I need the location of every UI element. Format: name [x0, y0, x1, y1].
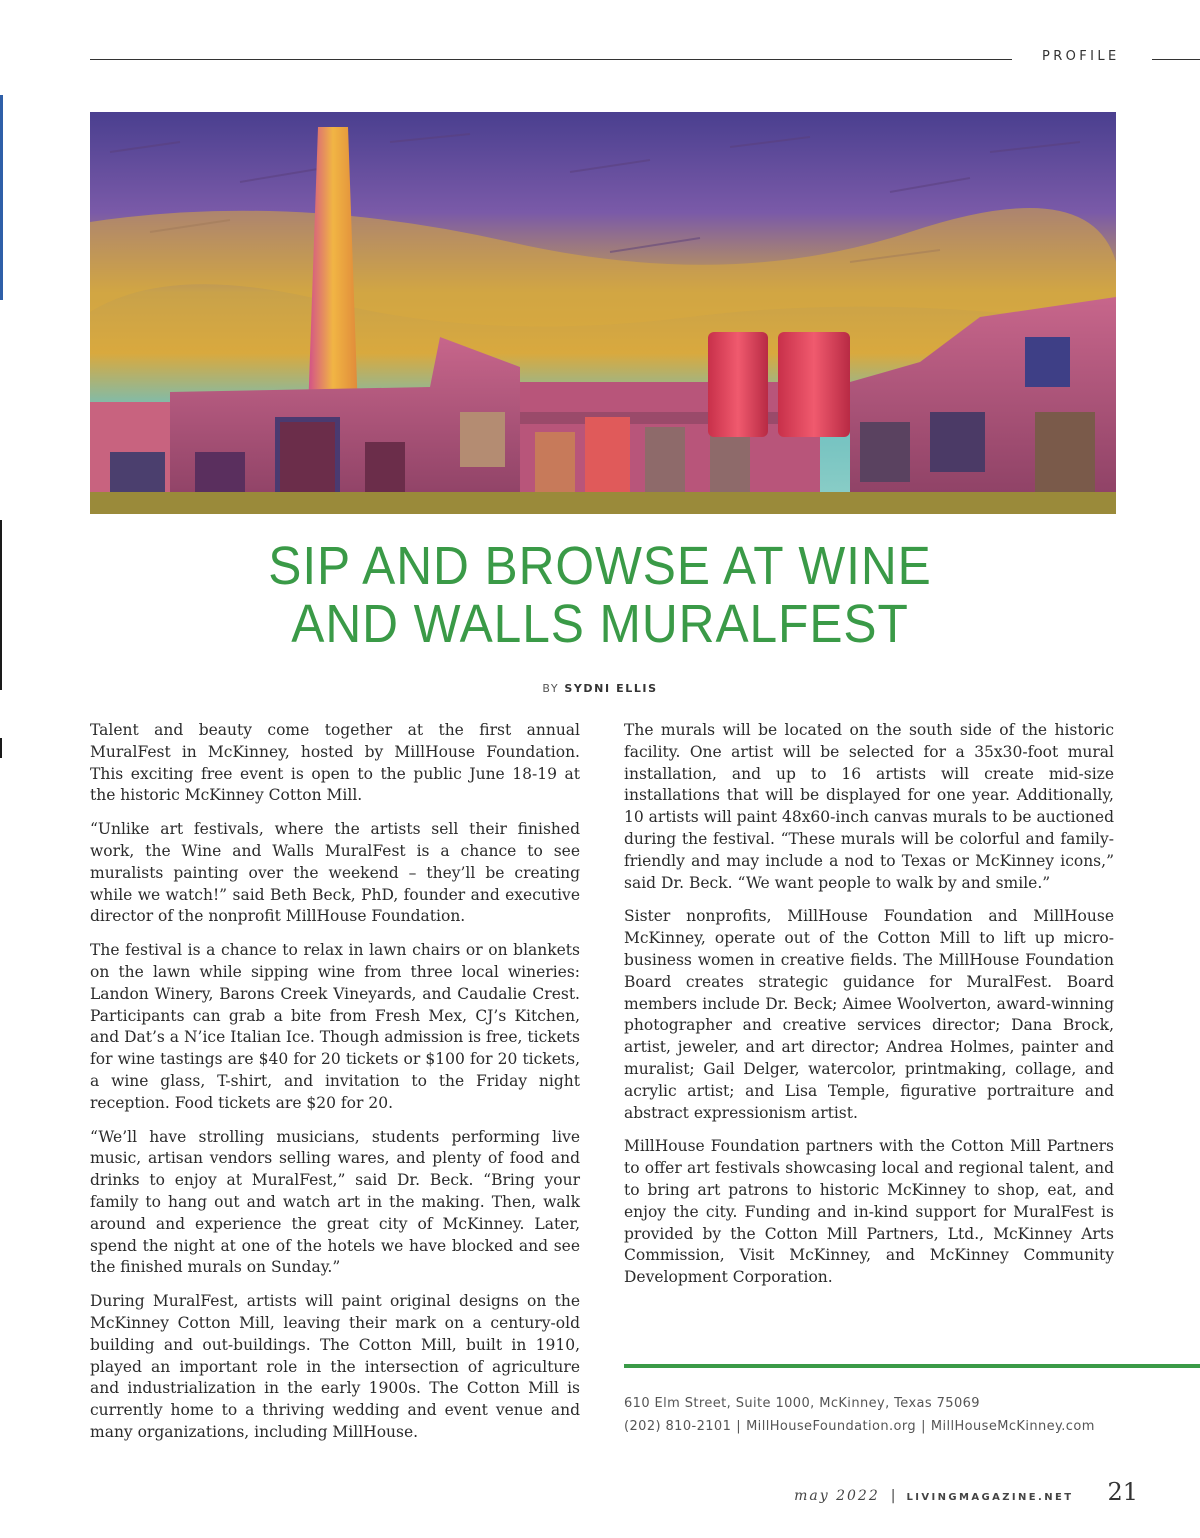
footer-separator: |: [890, 1488, 896, 1504]
contact-website-mckinney[interactable]: MillHouseMcKinney.com: [930, 1419, 1095, 1434]
contact-line: [624, 1419, 1095, 1434]
article-title-line2: AND WALLS MURALFEST: [291, 594, 909, 654]
article-column-right: [624, 720, 1114, 1301]
edge-mark-dark-2: [0, 738, 2, 758]
paragraph: “Unlike art festivals, where the artists sell their finished work, the Wine and Walls MuralFest is a chance to see muralists painting over the weekend – they’ll be creating while we watch!” said Beth Beck, PhD, founder and executive director of the nonprofit MillHouse Foundation.: [90, 820, 580, 926]
contact-rule: [624, 1364, 1200, 1368]
byline-prefix: BY: [542, 682, 560, 695]
header-rule-right: [1152, 59, 1200, 60]
page-footer: [794, 1478, 1138, 1506]
section-label: PROFILE: [1042, 49, 1120, 64]
magazine-website[interactable]: LIVINGMAGAZINE.NET: [906, 1492, 1074, 1503]
contact-address: 610 Elm Street, Suite 1000, McKinney, Texas 75069: [624, 1396, 980, 1411]
cotton-mill-painting: [90, 112, 1116, 514]
paragraph: The festival is a chance to relax in lawn chairs or on blankets on the lawn while sipping wine from three local wineries: Landon Winery, Barons Creek Vineyards, and Caudalie Crest. Participants can grab a bite from Fresh Mex, CJ’s Kitchen, and Dat’s a N’ice Italian Ice. Though admission is free, tickets for wine tastings are $40 for 20 tickets or $100 for 20 tickets, a wine glass, T-shirt, and invitation to the Friday night reception. Food tickets are $20 for 20.: [90, 941, 580, 1112]
edge-mark-blue: [0, 95, 3, 300]
article-title-line1: SIP AND BROWSE AT WINE: [268, 536, 932, 596]
edge-mark-dark: [0, 520, 2, 690]
paragraph: Talent and beauty come together at the first annual MuralFest in McKinney, hosted by MillHouse Foundation. This exciting free event is open to the public June 18-19 at the historic McKinney Cotton Mill.: [90, 721, 580, 805]
page-number: 21: [1107, 1478, 1138, 1506]
byline: [0, 682, 1200, 695]
contact-phone: (202) 810-2101: [624, 1419, 732, 1434]
paragraph: Sister nonprofits, MillHouse Foundation and MillHouse McKinney, operate out of the Cotton Mill to lift up micro-business women in creative fields. The MillHouse Foundation Board creates strategic guidance for MuralFest. Board members include Dr. Beck; Aimee Woolverton, award-winning photographer and creative services director; Dana Brock, artist, jeweler, and art director; Andrea Holmes, painter and muralist; Gail Delger, watercolor, printmaking, collage, and acrylic artist; and Lisa Temple, figurative portraiture and abstract expressionism artist.: [624, 907, 1114, 1122]
paragraph: “We’ll have strolling musicians, students performing live music, artisan vendors selling wares, and plenty of food and drinks to enjoy at MuralFest,” said Dr. Beck. “Bring your family to hang out and watch art in the making. Then, walk around and experience the great city of McKinney. Later, spend the night at one of the hotels we have blocked and see the finished murals on Sunday.”: [90, 1127, 580, 1277]
paragraph: The murals will be located on the south side of the historic facility. One artist will be selected for a 35x30-foot mural installation, and up to 16 artists will create mid-size installations that will be displayed for one year. Additionally, 10 artists will paint 48x60-inch canvas murals to be auctioned during the festival. “These murals will be colorful and family-friendly and may include a nod to Texas or McKinney icons,” said Dr. Beck. “We want people to walk by and smile.”: [624, 721, 1114, 892]
paragraph: During MuralFest, artists will paint original designs on the McKinney Cotton Mill, leaving their mark on a century-old building and out-buildings. The Cotton Mill, built in 1910, played an important role in the intersection of agriculture and industrialization in the early 1900s. The Cotton Mill is currently home to a thriving wedding and event venue and many organizations, including MillHouse.: [90, 1292, 580, 1441]
byline-author: SYDNI ELLIS: [564, 682, 658, 695]
issue-date: may 2022: [794, 1488, 880, 1504]
article-column-left: [90, 720, 580, 1456]
contact-separator: |: [736, 1419, 742, 1434]
contact-separator: |: [921, 1419, 926, 1434]
article-title: [140, 537, 1060, 653]
contact-website-foundation[interactable]: MillHouseFoundation.org: [746, 1419, 917, 1434]
header-rule-left: [90, 59, 1012, 60]
hero-image: [90, 112, 1116, 514]
paragraph: MillHouse Foundation partners with the Cotton Mill Partners to offer art festivals showcasing local and regional talent, and to bring art patrons to historic McKinney to shop, eat, and enjoy the city. Funding and in-kind support for MuralFest is provided by the Cotton Mill Partners, Ltd., McKinney Arts Commission, Visit McKinney, and McKinney Community Development Corporation.: [624, 1137, 1114, 1287]
